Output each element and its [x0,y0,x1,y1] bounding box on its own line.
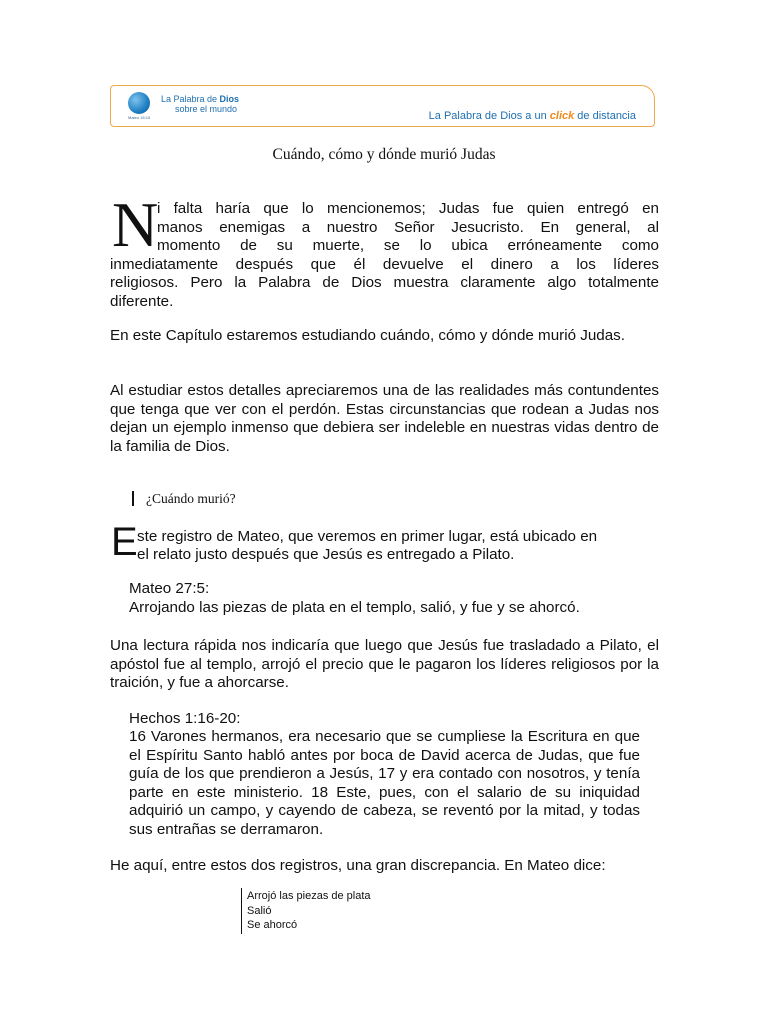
intro-line-6: diferente. [110,293,174,310]
paragraph-4-line-2: el relato justo después que Jesús es entregado a Pilato. [137,546,515,563]
list-bar [241,888,242,934]
logo-verse: Mateo 16:15 [128,115,151,120]
quote-1-reference: Mateo 27:5: [129,580,210,597]
intro-line-5: religiosos. Pero la Palabra de Dios muestra claramente algo totalmente [110,274,659,291]
list-item: Salió [247,904,272,917]
globe-logo-icon [128,92,150,114]
intro-line-1: i falta haría que lo mencionemos; Judas fue quien entregó en [157,200,659,217]
dropcap-e: E [111,520,138,564]
paragraph-6: He aquí, entre estos dos registros, una gran discrepancia. En Mateo dice: [110,857,606,874]
dropcap-n: N [112,189,159,260]
logo-subtitle: sobre el mundo [175,104,238,114]
document-title: Cuándo, cómo y dónde murió Judas [272,146,496,163]
mateo-list [247,889,371,933]
intro-line-3: momento de su muerte, se lo ubica erróneamente como [157,237,659,254]
paragraph-5: Una lectura rápida nos indicaría que luego que Jesús fue trasladado a Pilato, el apóstol fue al templo, arrojó el precio que le pagaron los líderes religiosos por la traición, y fue a ahorcarse. [110,637,659,692]
paragraph-4-line-1: ste registro de Mateo, que veremos en primer lugar, está ubicado en [137,528,598,545]
quote-1-text: Arrojando las piezas de plata en el templo, salió, y fue y se ahorcó. [129,599,580,616]
logo-title: La Palabra de Dios [161,94,240,104]
banner-tagline: La Palabra de Dios a un click de distancia [428,110,636,122]
paragraph-2: En este Capítulo estaremos estudiando cuándo, cómo y dónde murió Judas. [110,327,625,344]
section-subheading: ¿Cuándo murió? [146,491,236,506]
intro-line-2: manos enemigas a nuestro Señor Jesucristo. En general, al [157,219,659,236]
subheading-bar [132,491,134,506]
intro-line-4: inmediatamente después que él devuelve el dinero a los líderes [110,256,659,273]
quote-2-reference: Hechos 1:16-20: [129,710,241,727]
list-item: Se ahorcó [247,919,298,931]
paragraph-3: Al estudiar estos detalles apreciaremos una de las realidades más contundentes que tenga que ver con el perdón. Estas circunstancias que rodean a Judas nos dejan un ejemplo inmenso que debiera ser indeleble en nuestras vidas dentro de la familia de Dios. [110,382,659,455]
header-banner [110,85,655,127]
list-item: Arrojó las piezas de plata [247,890,371,902]
quote-2-text: 16 Varones hermanos, era necesario que se cumpliese la Escritura en que el Espíritu Santo habló antes por boca de David acerca de Judas, que fue guía de los que prendieron a Jesús, 17 y era contado con nosotros, y tenía parte en este ministerio. 18 Este, pues, con el salario de su iniquidad adquirió un campo, y cayendo de cabeza, se reventó por la mitad, y todas sus entrañas se derramaron. [129,728,640,838]
